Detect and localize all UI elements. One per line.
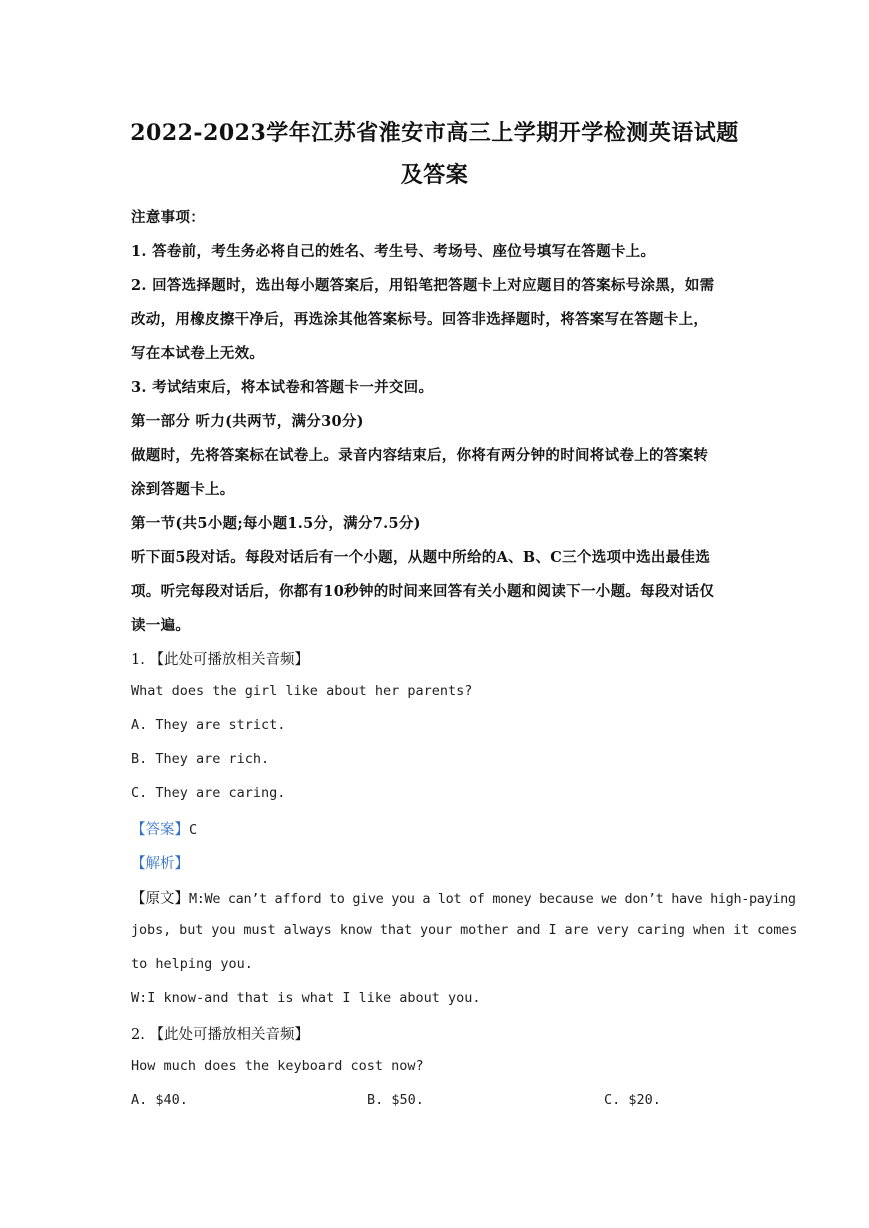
script-label: 【原文】 (131, 891, 189, 907)
notice-item-3: 3. 考试结束后，将本试卷和答题卡一并交回。 (131, 379, 434, 396)
section1-text-b: 项。听完每段对话后，你都有10秒钟的时间来回答有关小题和阅读下一小题。每段对话仅 (131, 583, 715, 600)
section1-heading: 第一节(共5小题;每小题1.5分，满分7.5分) (131, 515, 421, 532)
document-title-line2: 及答案 (400, 162, 469, 188)
q2-option-a: A. $40. (131, 1092, 188, 1108)
q1-script-line2: jobs, but you must always know that your mother and I are very caring when it comes (131, 922, 798, 938)
part1-intro-a: 做题时，先将答案标在试卷上。录音内容结束后，你将有两分钟的时间将试卷上的答案转 (131, 447, 709, 464)
part1-intro-b: 涂到答题卡上。 (131, 481, 235, 498)
q2-number: 2. 【此处可播放相关音频】 (131, 1027, 309, 1043)
q2-question: How much does the keyboard cost now? (131, 1058, 424, 1074)
notice-item-2c: 写在本试卷上无效。 (131, 345, 265, 362)
q1-option-c: C. They are caring. (131, 785, 286, 801)
section1-text-a: 听下面5段对话。每段对话后有一个小题，从题中所给的A、B、C三个选项中选出最佳选 (131, 549, 711, 566)
part1-heading: 第一部分 听力(共两节，满分30分) (131, 413, 364, 430)
notice-item-2a: 2. 回答选择题时，选出每小题答案后，用铅笔把答题卡上对应题目的答案标号涂黑，如需 (131, 277, 715, 294)
notice-item-2b: 改动，用橡皮擦干净后，再选涂其他答案标号。回答非选择题时，将答案写在答题卡上， (131, 311, 709, 328)
answer-value: C (189, 822, 198, 838)
script-text-1: M:We can’t afford to give you a lot of money because we don’t have high-paying (189, 891, 796, 907)
q1-script-line4: W:I know-and that is what I like about you. (131, 990, 481, 1006)
q1-script-line3: to helping you. (131, 956, 253, 972)
q1-question: What does the girl like about her parents? (131, 683, 473, 699)
q2-option-b: B. $50. (367, 1092, 424, 1108)
notice-item-1: 1. 答卷前，考生务必将自己的姓名、考生号、考场号、座位号填写在答题卡上。 (131, 243, 656, 260)
q1-option-a: A. They are strict. (131, 717, 286, 733)
q1-script-line1 (131, 887, 796, 908)
section1-text-c: 读一遍。 (131, 617, 191, 634)
q1-option-b: B. They are rich. (131, 751, 270, 767)
q1-answer (131, 818, 741, 839)
answer-label: 【答案】 (131, 822, 189, 838)
q1-number: 1. 【此处可播放相关音频】 (131, 652, 309, 668)
q1-analysis-label: 【解析】 (131, 856, 189, 872)
document-title-line1: 2022-2023学年江苏省淮安市高三上学期开学检测英语试题 (130, 120, 739, 146)
notice-heading: 注意事项： (131, 209, 205, 226)
q2-option-c: C. $20. (604, 1092, 661, 1108)
